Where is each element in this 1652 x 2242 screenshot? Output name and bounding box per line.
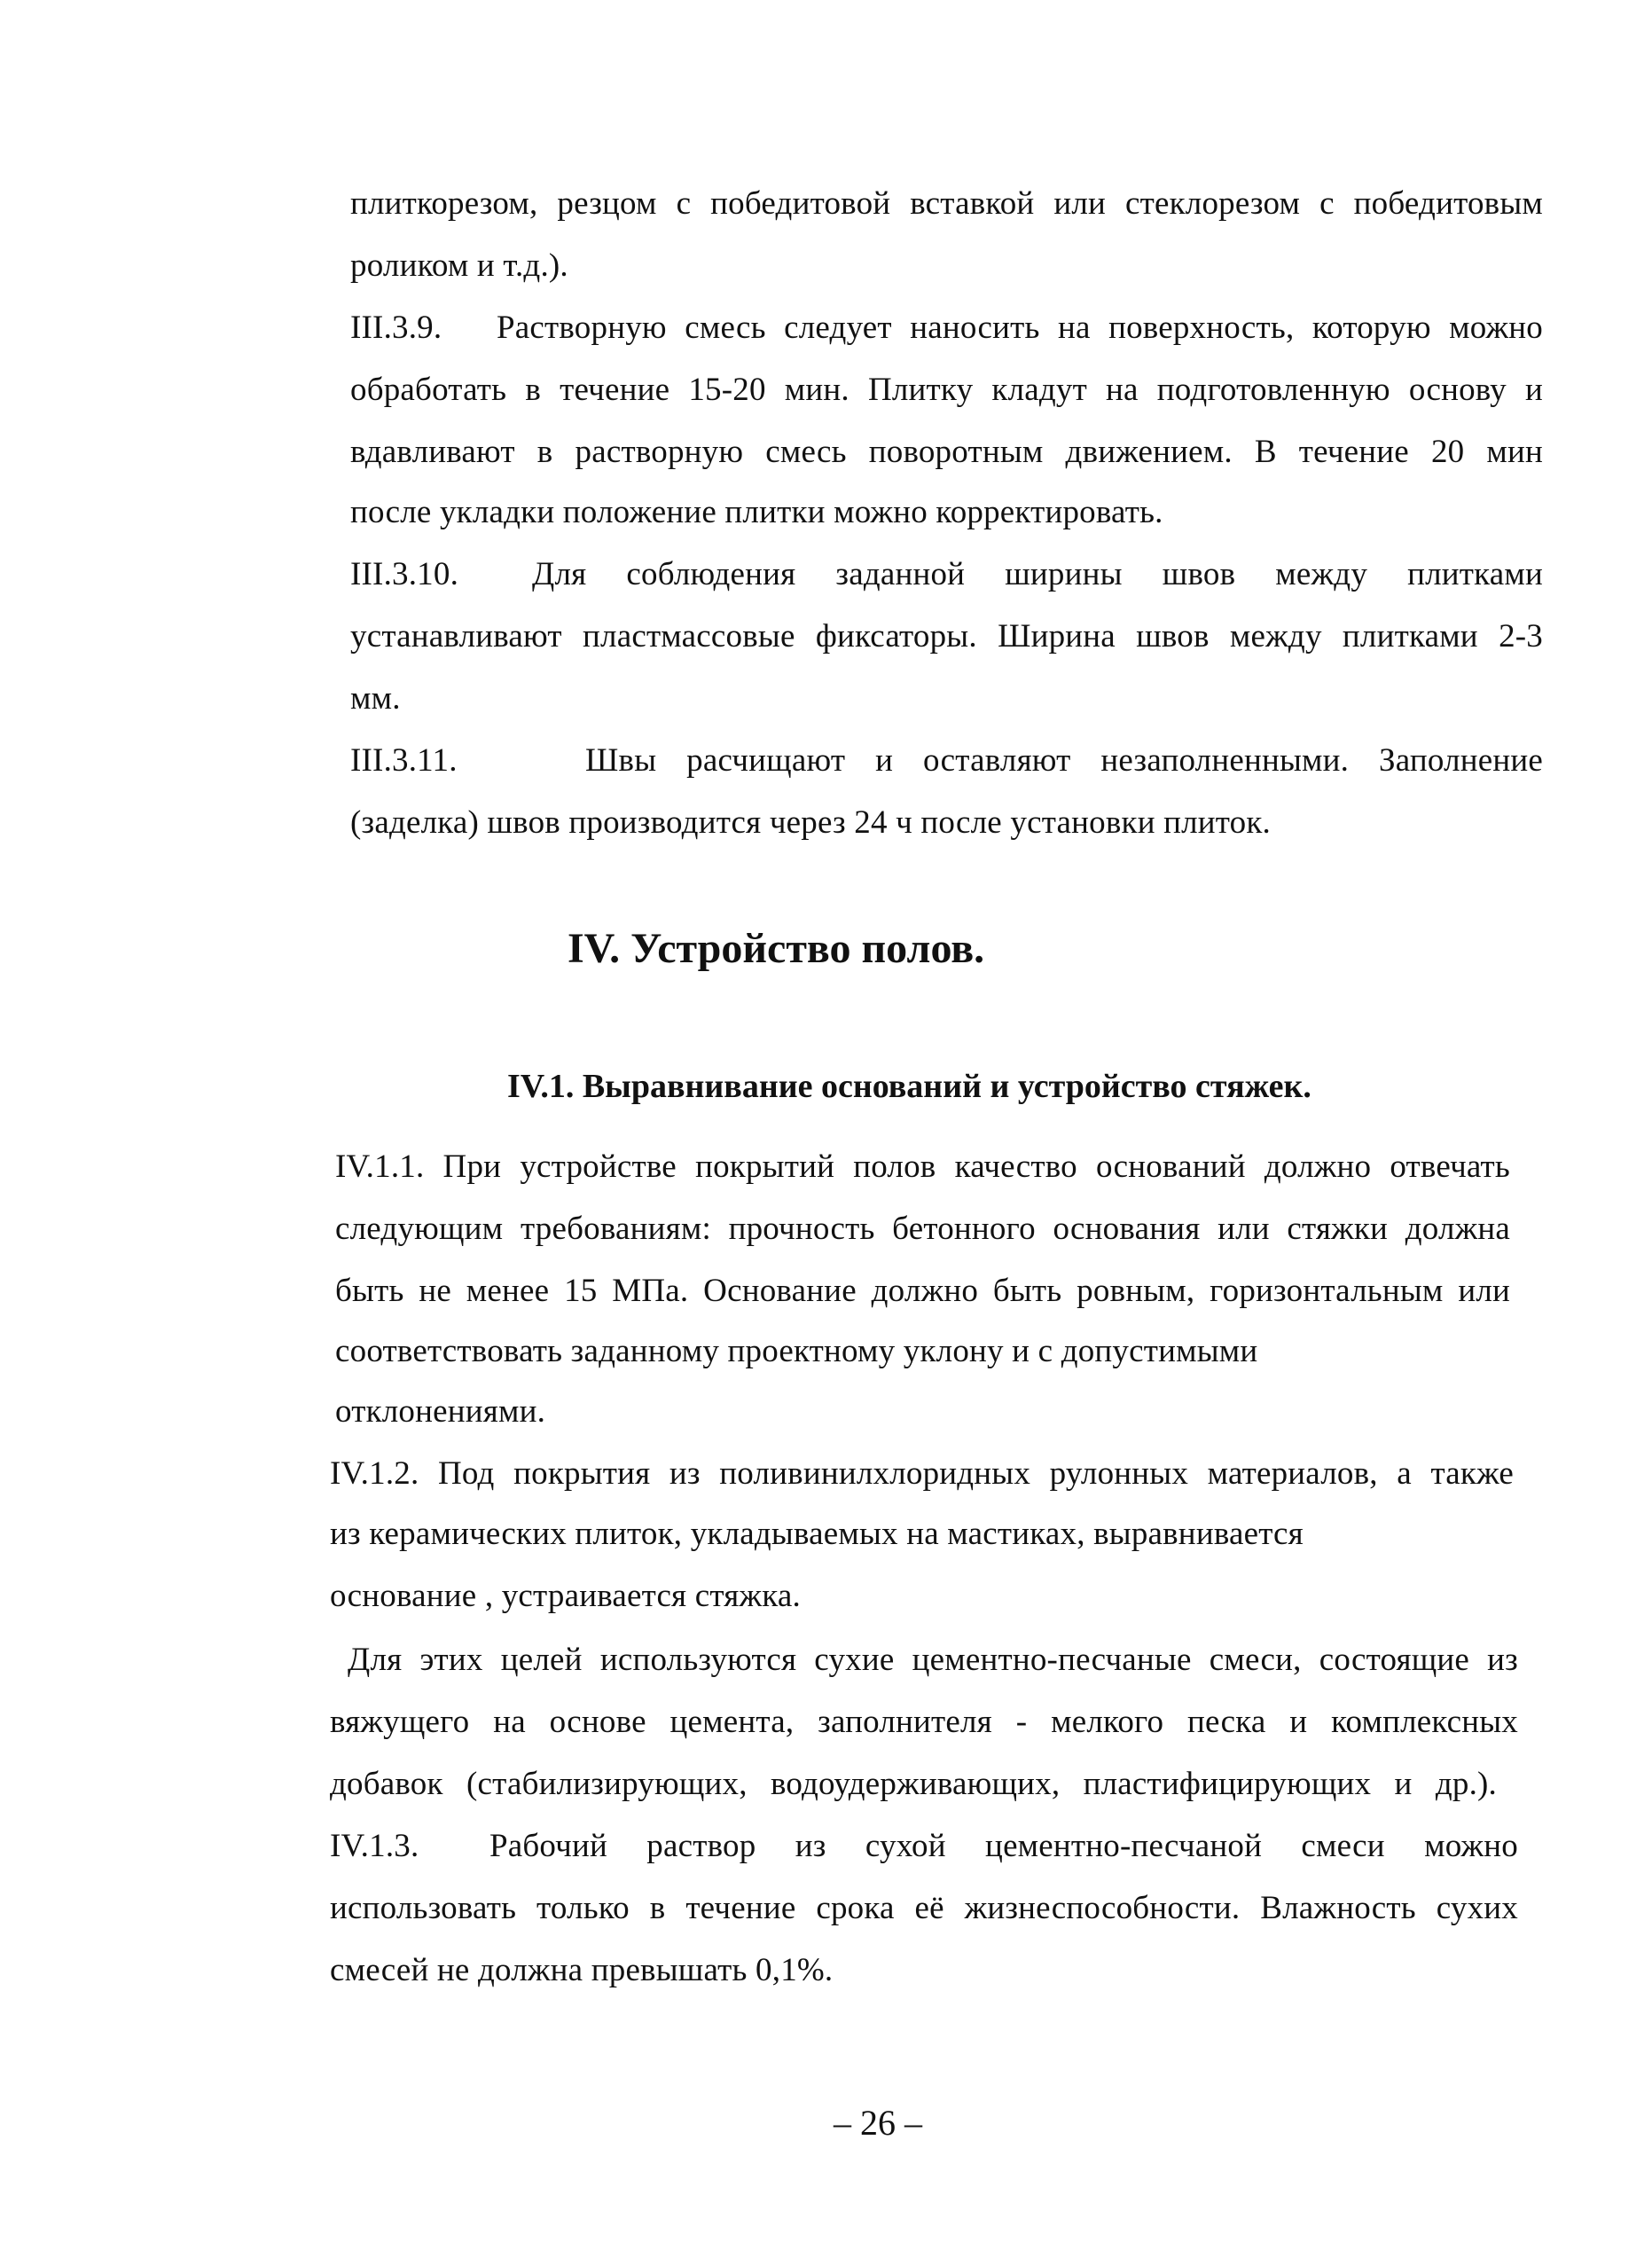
paragraph-text: IV.1.2. Под покрытия из поливинилхлоридных рулонных материалов, а также	[330, 1455, 1514, 1492]
section-title: IV. Устройство полов.	[568, 925, 985, 972]
paragraph-text: основание , устраивается стяжка.	[330, 1578, 801, 1614]
paragraph-text: Для соблюдения заданной ширины швов между плитками	[532, 556, 1543, 592]
text-line	[335, 1210, 1510, 1249]
clause-number: III.3.9.	[350, 310, 442, 346]
paragraph-text: смесей не должна превышать 0,1%.	[330, 1952, 834, 1988]
paragraph-text: вдавливают в растворную смесь поворотным движением. В течение 20 мин	[350, 434, 1543, 470]
paragraph-text: Рабочий раствор из сухой цементно-песчаной смеси можно	[489, 1828, 1518, 1864]
paragraph-text: (заделка) швов производится через 24 ч после установки плиток.	[350, 804, 1272, 841]
paragraph-3-10-line-1	[350, 555, 1543, 594]
clause-number: III.3.11.	[350, 742, 458, 779]
text-line	[350, 804, 1271, 843]
paragraph-text: отклонениями.	[335, 1393, 546, 1430]
paragraph-text: мм.	[350, 680, 401, 717]
text-line	[330, 1951, 833, 1990]
clause-number: IV.1.3.	[330, 1828, 419, 1864]
paragraph-text: после укладки положение плитки можно корректировать.	[350, 494, 1163, 530]
text-line	[350, 247, 568, 286]
text-line	[330, 1703, 1518, 1742]
text-line	[330, 1515, 1304, 1554]
text-line	[335, 1392, 545, 1431]
paragraph-text: плиткорезом, резцом с победитовой вставкой или стеклорезом с победитовым	[350, 185, 1543, 222]
page-number: – 26 –	[834, 2103, 922, 2143]
paragraph-text: быть не менее 15 МПа. Основание должно быть ровным, горизонтальным или	[335, 1273, 1510, 1309]
text-line	[350, 617, 1543, 656]
text-line	[350, 493, 1163, 532]
text-line	[335, 1332, 1257, 1371]
clause-number: III.3.10.	[350, 556, 459, 592]
paragraph-text: Растворную смесь следует наносить на поверхность, которую можно	[497, 310, 1543, 346]
paragraph-text: добавок (стабилизирующих, водоудерживающих, пластифицирующих и др.).	[330, 1766, 1497, 1802]
paragraph-text: следующим требованиям: прочность бетонного основания или стяжки должна	[335, 1211, 1510, 1247]
paragraph-1-3-line-1	[330, 1827, 1518, 1866]
text-line	[335, 1148, 1510, 1187]
paragraph-text: устанавливают пластмассовые фиксаторы. Ширина швов между плитками 2-3	[350, 618, 1543, 655]
text-line	[330, 1889, 1518, 1928]
text-line	[350, 184, 1543, 223]
text-line	[350, 679, 401, 718]
paragraph-text: IV.1.1. При устройстве покрытий полов качество оснований должно отвечать	[335, 1148, 1510, 1185]
text-line	[350, 371, 1543, 410]
text-line	[335, 1272, 1510, 1311]
paragraph-3-11-line-1	[350, 741, 1543, 780]
text-line	[330, 1577, 801, 1616]
paragraph-text: соответствовать заданному проектному уклону и с допустимыми	[335, 1333, 1258, 1369]
paragraph-3-9-line-1	[350, 309, 1543, 348]
text-line	[350, 433, 1543, 472]
text-line	[330, 1765, 1497, 1804]
paragraph-text: Швы расчищают и оставляют незаполненными. Заполнение	[585, 742, 1543, 779]
paragraph-text: вяжущего на основе цемента, заполнителя - мелкого песка и комплексных	[330, 1704, 1518, 1740]
subsection-title: IV.1. Выравнивание оснований и устройство стяжек.	[507, 1068, 1311, 1105]
paragraph-text: обработать в течение 15-20 мин. Плитку кладут на подготовленную основу и	[350, 372, 1543, 408]
paragraph-text: роликом и т.д.).	[350, 247, 568, 284]
paragraph-text: Для этих целей используются сухие цементно-песчаные смеси, состоящие из	[348, 1642, 1518, 1678]
text-line	[330, 1454, 1514, 1493]
text-line	[348, 1641, 1518, 1680]
paragraph-text: использовать только в течение срока её жизнеспособности. Влажность сухих	[330, 1890, 1518, 1926]
paragraph-text: из керамических плиток, укладываемых на мастиках, выравнивается	[330, 1516, 1304, 1552]
